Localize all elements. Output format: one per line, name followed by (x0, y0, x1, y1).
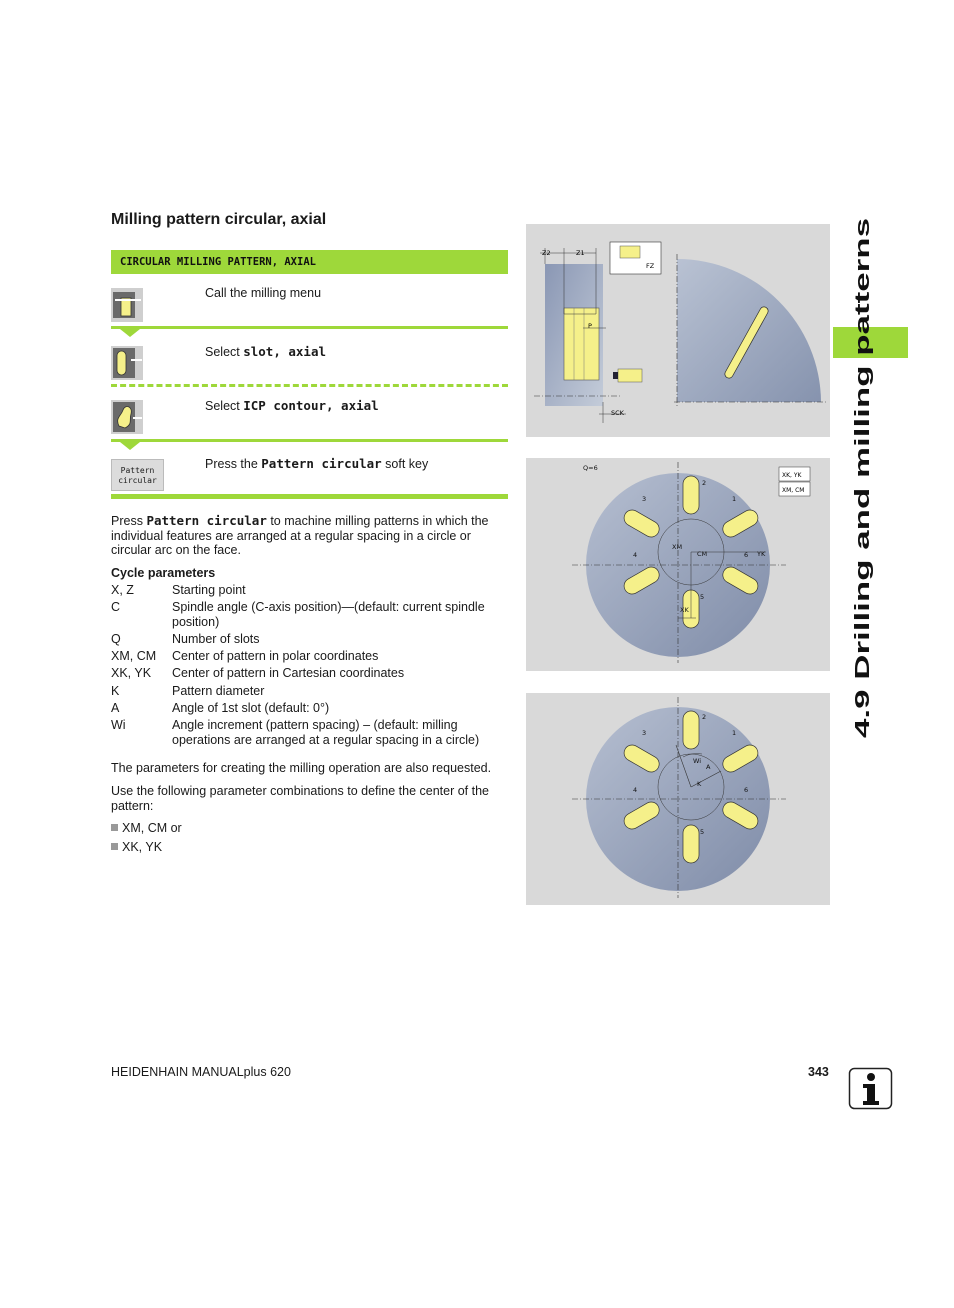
z1-label: Z1 (576, 249, 585, 257)
circular-pattern-center-figure (526, 458, 830, 671)
step-divider (111, 326, 508, 329)
bullet-square-icon (111, 824, 118, 831)
softkey-label-line2: circular (118, 476, 157, 485)
step-pointer (120, 442, 140, 450)
slot-number: 4 (633, 786, 638, 794)
step-4-text: Press the Pattern circular soft key (205, 456, 429, 471)
milling-menu-icon (111, 288, 143, 322)
chapter-title-text: 4.9 Drilling and milling patterns (852, 440, 874, 738)
xkyk-legend-label: XK, YK (782, 472, 802, 479)
footer-product: HEIDENHAIN MANUALplus 620 (111, 1065, 291, 1079)
a-label: A (706, 763, 711, 771)
fz-label: FZ (646, 262, 655, 270)
step-2-text: Select slot, axial (205, 344, 327, 359)
wi-label: Wi (693, 757, 702, 765)
step-3-text: Select ICP contour, axial (205, 398, 379, 413)
xm-label: XM (672, 543, 683, 551)
paragraph-requested: The parameters for creating the milling operation are also requested. (111, 761, 492, 775)
z2-label: Z2 (542, 249, 551, 257)
q-label: Q=6 (583, 464, 598, 472)
softkey-label-line1: Pattern (120, 466, 155, 475)
section-divider (111, 494, 508, 499)
section-title: Milling pattern circular, axial (111, 211, 327, 228)
xk-label: XK (680, 606, 689, 614)
slot-number: 3 (642, 495, 647, 503)
k-label: K (697, 780, 702, 788)
list-item: XK, YK (111, 840, 162, 854)
xmcm-legend-label: XM, CM (782, 487, 805, 494)
header-bar: CIRCULAR MILLING PATTERN, AXIAL (111, 250, 508, 274)
cycle-parameters-heading: Cycle parameters (111, 566, 216, 580)
intro-paragraph: Press Pattern circular to machine milling patterns in which the individual features are arranged at a regular spacing in a circle or circular arc on the face. (111, 513, 489, 557)
slot-number: 6 (744, 786, 749, 794)
slot-number: 5 (700, 828, 705, 836)
step-pointer (120, 329, 140, 337)
circular-pattern-angle-figure (526, 693, 830, 905)
slot-number: 2 (702, 713, 707, 721)
pattern-circular-softkey[interactable] (111, 459, 164, 491)
p-label: P (588, 322, 592, 330)
slot-number: 6 (744, 551, 749, 559)
paragraph-combinations: Use the following parameter combinations to define the center of the pattern: (111, 784, 489, 813)
slot-axial-figure (526, 224, 830, 437)
page-number: 343 (808, 1065, 829, 1079)
slot-number: 5 (700, 593, 705, 601)
chapter-title-vertical (842, 212, 876, 738)
info-icon (848, 1067, 893, 1110)
icp-contour-icon (111, 400, 143, 434)
slot-number: 1 (732, 729, 737, 737)
step-divider-dashed (111, 384, 508, 387)
slot-number: 1 (732, 495, 737, 503)
slot-axial-icon (111, 346, 143, 380)
slot-number: 3 (642, 729, 647, 737)
slot-number: 4 (633, 551, 638, 559)
step-divider (111, 439, 508, 442)
yk-label: YK (757, 550, 766, 558)
sck-label: SCK (611, 409, 624, 417)
cm-label: CM (697, 550, 708, 558)
slot-number: 2 (702, 479, 707, 487)
list-item: XM, CM or (111, 821, 182, 835)
step-1-text: Call the milling menu (205, 286, 322, 300)
bullet-square-icon (111, 843, 118, 850)
